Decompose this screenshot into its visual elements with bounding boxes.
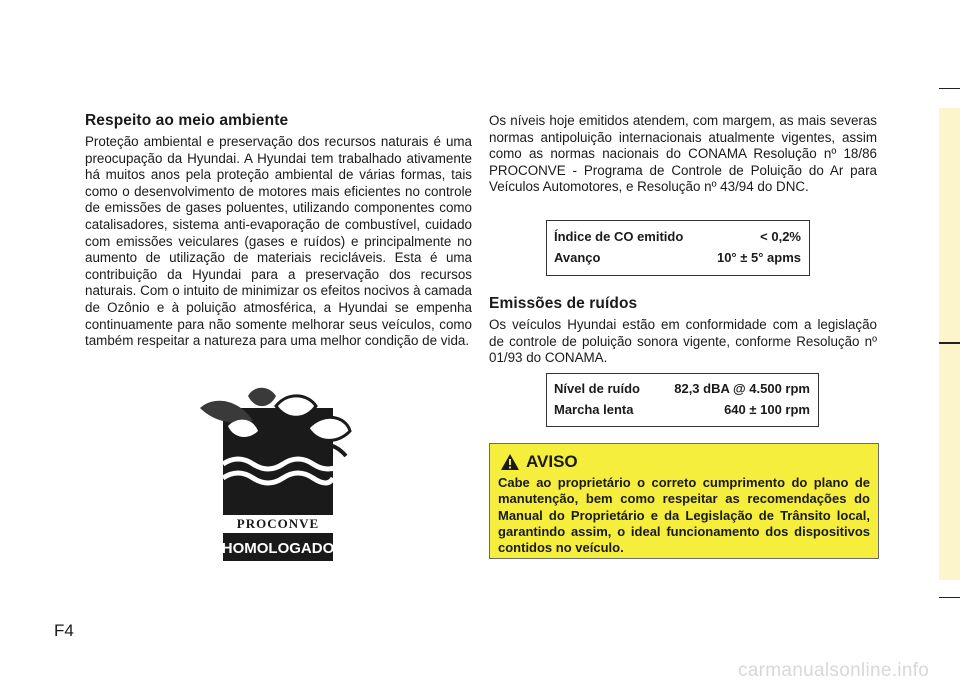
warning-title-text: AVISO xyxy=(526,451,578,471)
logo-proconve-text: PROCONVE xyxy=(236,516,320,531)
spec-value: < 0,2% xyxy=(760,229,801,244)
ibama-logo-graphic xyxy=(198,386,358,566)
watermark-text: carmanualsonline.info xyxy=(738,660,930,681)
page-number: F4 xyxy=(54,621,74,640)
spec-label: Índice de CO emitido xyxy=(554,229,684,244)
noise-table xyxy=(546,373,819,427)
margin-rule-bottom xyxy=(939,597,960,598)
ibama-proconve-logo xyxy=(198,386,358,566)
logo-ibama-text: IBAMA xyxy=(233,494,323,516)
margin-rule-top xyxy=(939,88,960,89)
table-row xyxy=(547,381,818,401)
spec-label: Avanço xyxy=(554,250,601,265)
co-emissions-table xyxy=(546,220,810,276)
environment-paragraph: Proteção ambiental e preservação dos recursos naturais é uma preocupação da Hyundai. A Hyundai tem trabalhado ativamente há muitos anos pela proteção ambiental de várias formas, tais como o desenvolvimento de motores mais eficientes no controle de emissões de gases poluentes, utilizando componentes como catalisadores, sistema anti-evaporação de combustível, cuidado com emissões veiculares (gases e ruídos) e principalmente no aumento de utilização de materiais recicláveis. Esta é uma contribuição da Hyundai para a preservação dos recursos naturais. Com o intuito de minimizar os efeitos nocivos à camada de Ozônio e à poluição atmosférica, a Hyundai se empenha continuamente para não somente melhorar seus veículos, como também respeitar a natureza para uma melhor condição de vida. xyxy=(85,134,472,349)
spec-value: 10° ± 5° apms xyxy=(716,250,801,265)
spec-value: 640 ± 100 rpm xyxy=(724,402,810,417)
section-heading-noise: Emissões de ruídos xyxy=(489,295,638,312)
table-row xyxy=(547,402,818,422)
warning-text: Cabe ao proprietário o correto cumprimento do plano de manutenção, bem como respeitar as recomendações do Manual do Proprietário e da Legislação de Trânsito local, garantindo assim, o ideal funcionamento dos dispositivos contidos no veículo. xyxy=(498,475,870,556)
emissions-intro-paragraph: Os níveis hoje emitidos atendem, com margem, as mais severas normas antipoluição internacionais atualmente vigentes, assim como as normas nacionais do CONAMA Resolução nº 18/86 PROCONVE - Programa de Controle de Poluição do Ar para Veículos Automotores, e Resolução nº 43/94 do DNC. xyxy=(489,113,877,195)
warning-title xyxy=(500,453,578,471)
table-row xyxy=(547,229,809,249)
section-heading-environment: Respeito ao meio ambiente xyxy=(85,112,289,129)
margin-rule-middle xyxy=(939,342,960,344)
warning-triangle-icon xyxy=(500,453,520,471)
table-row xyxy=(547,250,809,270)
logo-homologado-text: HOMOLOGADO xyxy=(221,540,335,557)
side-tab-strip xyxy=(939,108,960,580)
spec-value: 82,3 dBA @ 4.500 rpm xyxy=(674,381,810,396)
spec-label: Nível de ruído xyxy=(554,381,640,396)
spec-label: Marcha lenta xyxy=(554,402,634,417)
noise-paragraph: Os veículos Hyundai estão em conformidade com a legislação de controle de poluição sonora vigente, conforme Resolução nº 01/93 do CONAMA. xyxy=(489,317,877,366)
warning-box xyxy=(489,443,879,559)
